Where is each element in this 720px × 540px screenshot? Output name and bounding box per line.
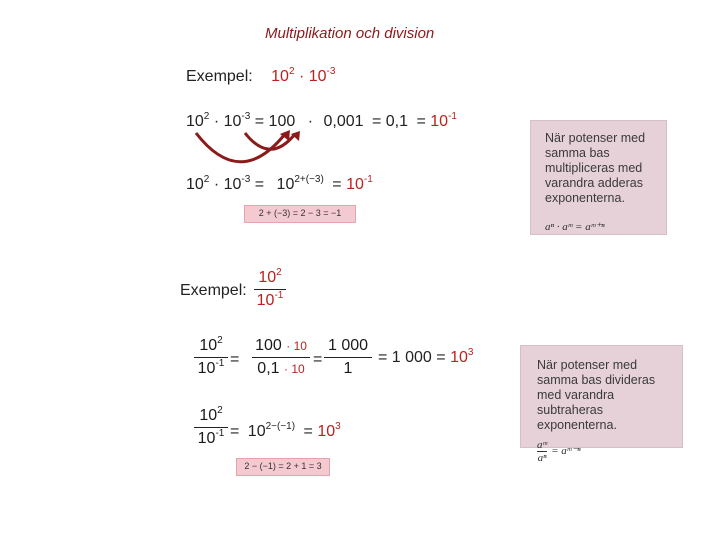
exponent: 3 [335,421,341,432]
exponent: 2 [203,174,210,185]
numerator [194,406,228,426]
equals-1000: = 1 000 = [378,349,446,366]
equals: = [254,176,265,193]
base: 10 [223,113,242,130]
exponent: 2 [288,66,295,77]
exponent: 2−(−1) [265,421,296,432]
exponent: -3 [241,174,251,185]
exponent: -1 [448,111,457,122]
exponent-sum-box: 2 + (−3) = 2 − 3 = −1 [244,205,356,223]
arrow-2 [196,133,285,162]
exponent: 2 [276,267,282,278]
base: 10 [199,337,218,354]
example-fraction-2 [254,268,286,311]
exponent: -3 [326,66,336,77]
exponent-difference-box: 2 − (−1) = 2 + 1 = 3 [236,458,330,476]
fraction-1 [194,336,228,379]
example-label-2: Exempel: [180,282,247,299]
result [346,176,373,193]
numerator [254,268,286,288]
dot: · [213,176,220,193]
exponent: 2 [217,335,223,346]
fraction-bar [252,357,310,358]
value-100: 100 [268,113,296,130]
denominator [252,359,310,379]
numerator: 1 000 [327,337,369,354]
formula-numerator: aᵐ [537,439,548,451]
value-0-1: 0,1 [257,360,280,377]
note-divide [520,345,683,464]
exponent: -1 [215,428,225,439]
exponent: -1 [363,174,373,185]
value-0-1: 0,1 [385,113,409,130]
base: 10 [223,176,242,193]
result [450,349,473,366]
formula-denominator: aⁿ [537,452,547,464]
dot: · [307,113,314,130]
note-text: När potenser med samma bas multipliceras med varandra adderas exponenterna. [545,131,646,205]
note-formula: aⁿ · aᵐ = aᵐ⁺ⁿ [545,221,605,233]
formula-fraction [537,439,547,464]
result [317,423,340,440]
base: 10 [197,430,216,447]
denominator [194,359,228,379]
result-line-3 [378,349,473,367]
denominator [194,429,228,449]
exponent: 2 [203,111,210,122]
exponent: -3 [241,111,251,122]
base: 10 [197,360,216,377]
note-formula [537,439,674,464]
numerator [194,336,228,356]
note-text: När potenser med samma bas divideras med varandra subtraheras exponenterna. [537,358,656,432]
multiplier: · 10 [286,339,307,353]
multiplication-line-2 [186,176,373,194]
base: 10 [186,176,204,193]
equals: = [332,176,342,193]
equals: = [303,423,313,440]
equals: = [416,113,426,130]
multiplier: · 10 [284,362,305,376]
fraction-2 [252,336,310,379]
fraction-3 [324,336,372,379]
dot: · [213,113,220,130]
base: 10 [271,68,289,85]
exponent: 2+(−3) [294,174,324,185]
denominator: 1 [343,360,353,377]
base: 10 [247,423,266,440]
base: 10 [430,113,449,130]
note-multiply [530,120,667,235]
base: 10 [258,269,277,286]
page-title: Multiplikation och division [265,25,435,42]
value-0-001: 0,001 [323,113,364,130]
denominator [254,291,286,311]
example-label-text: Exempel: [186,68,253,85]
base: 10 [256,292,275,309]
base: 10 [308,68,327,85]
exponent: 3 [467,347,474,358]
base: 10 [450,349,468,366]
formula-rhs: = aᵐ⁻ⁿ [551,445,581,457]
fraction-bar [324,357,372,358]
numerator [252,336,310,356]
equals: = [254,113,265,130]
exponent: 2 [217,405,223,416]
dot: · [298,68,305,85]
base: 10 [199,407,218,424]
base: 10 [317,423,336,440]
equals: = [313,351,323,368]
equals: = [230,351,240,368]
exponent: -1 [274,290,284,301]
fraction-4 [194,406,228,449]
base: 10 [186,113,204,130]
base: 10 [276,176,295,193]
division-line-4 [230,423,341,441]
equals: = [230,423,240,440]
equals: = [371,113,382,130]
base: 10 [346,176,364,193]
exponent: -1 [215,358,225,369]
value-100: 100 [255,337,282,354]
